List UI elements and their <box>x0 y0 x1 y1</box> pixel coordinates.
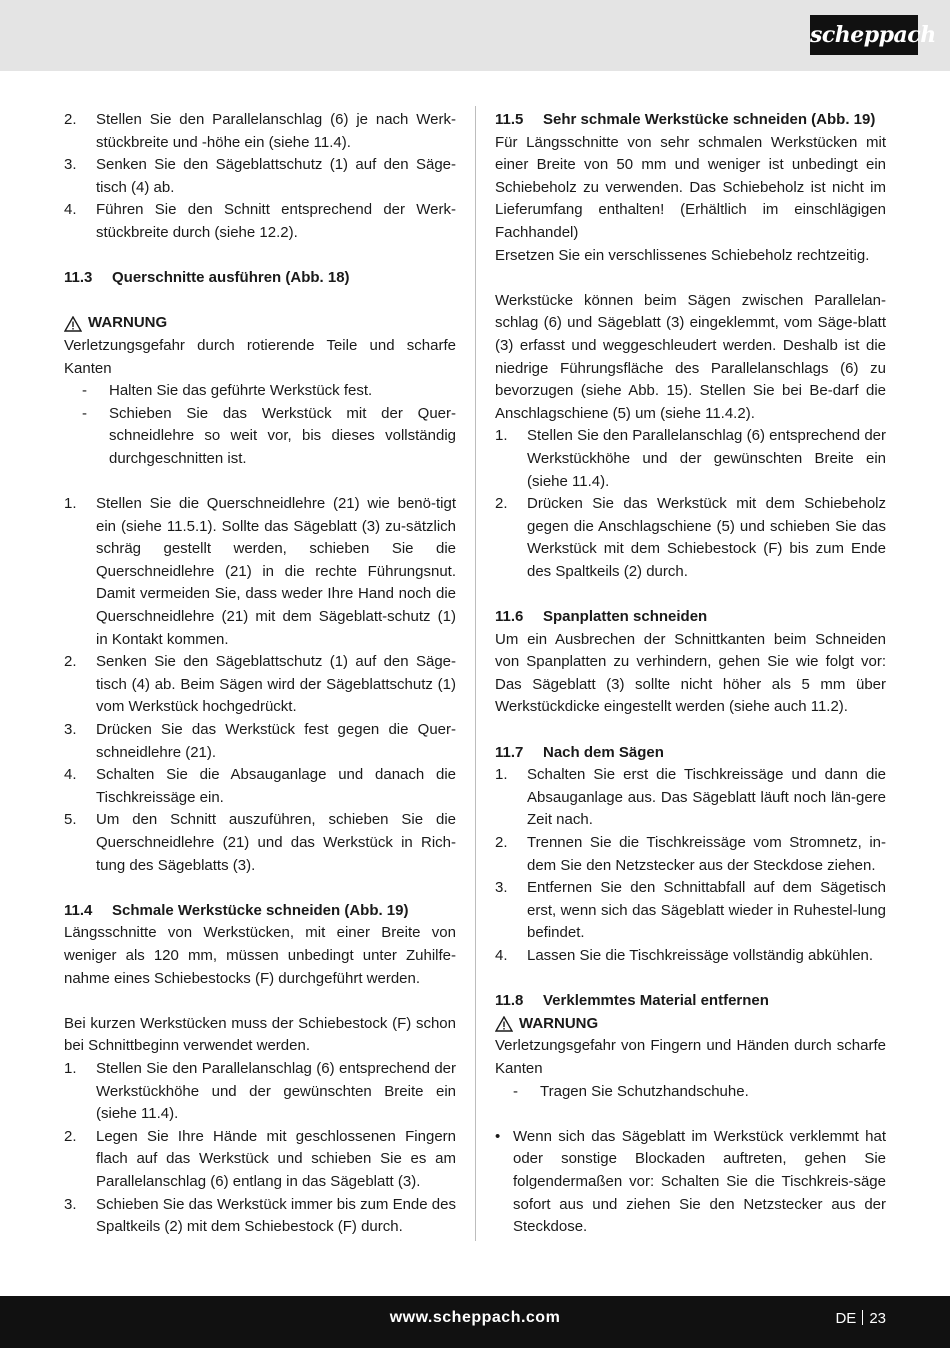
paragraph: Werkstücke können beim Sägen zwischen Parallelan-schlag (6) und Sägeblatt (3) eingeklemmt, vom Säge-blatt (3) erfasst und weggeschleudert werden. Deshalb ist die niedrige Führungsfläche des Parallelanschlags (6) zu bevorzugen (siehe Abb. 15). Stellen Sie bei Be-darf die Anschlagschiene (5) um (siehe 11.4.2). <box>495 291 886 422</box>
warning-icon <box>64 316 82 332</box>
right-column <box>495 109 886 1239</box>
paragraph: Um ein Ausbrechen der Schnittkanten beim Schneiden von Spanplatten zu verhindern, gehen Sie wie folgt vor: Das Sägeblatt (3) sollte nicht höher als 5 mm über Werkstückdicke eingestellt werden (siehe auch 11.2). <box>495 630 886 716</box>
brand-logo: scheppach <box>810 15 918 55</box>
warning-heading: WARNUNG <box>64 312 456 335</box>
list-item: 2. Trennen Sie die Tischkreissäge vom Stromnetz, in-dem Sie den Netzstecker aus der Steckdose ziehen. <box>495 834 886 874</box>
list-item: 4. Schalten Sie die Absauganlage und danach die Tischkreissäge ein. <box>64 766 456 806</box>
left-column <box>64 109 456 1239</box>
list-item: 1. Stellen Sie den Parallelanschlag (6) entsprechend der Werkstückhöhe und der gewünschten Breite ein (siehe 11.4). <box>495 427 886 490</box>
dash-item: - Halten Sie das geführte Werkstück fest. <box>82 382 373 400</box>
paragraph: Bei kurzen Werkstücken muss der Schiebestock (F) schon bei Schnittbeginn verwendet werden. <box>64 1014 456 1055</box>
section-heading-11-6: 11.6 Spanplatten schneiden <box>495 608 708 626</box>
header-band <box>0 0 950 71</box>
list-item: 3. Drücken Sie das Werkstück fest gegen die Quer-schneidlehre (21). <box>64 721 456 761</box>
list-item: 4. Führen Sie den Schnitt entsprechend der Werk-stückbreite durch (siehe 12.2). <box>64 201 456 241</box>
warning-text: Verletzungsgefahr von Fingern und Händen durch scharfe Kanten <box>495 1037 886 1077</box>
list-item: 1. Stellen Sie den Parallelanschlag (6) entsprechend der Werkstückhöhe und der gewünschten Breite ein (siehe 11.4). <box>64 1059 456 1123</box>
dash-item: - Tragen Sie Schutzhandschuhe. <box>513 1082 749 1100</box>
bullet-item: • Wenn sich das Sägeblatt im Werkstück verklemmt hat oder sonstige Blockaden auftreten, gehen Sie folgendermaßen vor: Schalten Sie die Tischkreis-säge sofort aus und ziehen Sie den Netzstecker aus der Steckdose. <box>495 1127 886 1236</box>
page-number: DE 23 <box>835 1310 886 1327</box>
list-item: 4. Lassen Sie die Tischkreissäge vollständig abkühlen. <box>495 946 874 964</box>
section-heading-11-3: 11.3 Querschnitte ausführen (Abb. 18) <box>64 269 350 287</box>
section-heading-11-7: 11.7 Nach dem Sägen <box>495 743 664 761</box>
footer-url[interactable]: www.scheppach.com <box>389 1309 561 1326</box>
footer <box>0 1296 950 1348</box>
list-item: 1. Schalten Sie erst die Tischkreissäge und dann die Absauganlage aus. Das Sägeblatt läuft noch län-gere Zeit nach. <box>495 766 886 829</box>
warning-text: Verletzungsgefahr durch rotierende Teile und scharfe Kanten <box>64 336 456 377</box>
list-item: 3. Senken Sie den Sägeblattschutz (1) auf den Säge-tisch (4) ab. <box>64 156 456 196</box>
list-item: 2. Legen Sie Ihre Hände mit geschlossenen Fingern flach auf das Werkstück und schieben Sie es am Parallelanschlag (6) entlang in das Sägeblatt (3). <box>64 1127 456 1190</box>
section-heading-11-8: 11.8 Verklemmtes Material entfernen <box>495 992 769 1010</box>
list-item: 3. Entfernen Sie den Schnittabfall auf dem Sägetisch erst, wenn sich das Sägeblatt wieder in Ruhestel-lung befindet. <box>495 879 886 942</box>
dash-item: - Schieben Sie das Werkstück mit der Quer-schneidlehre so weit vor, bis dieses vollständig durchgeschnitten ist. <box>82 404 456 467</box>
section-heading-11-5: 11.5 Sehr schmale Werkstücke schneiden (Abb. 19) <box>495 111 876 128</box>
warning-icon <box>495 1016 513 1032</box>
list-item: 1. Stellen Sie die Querschneidlehre (21) wie benö-tigt ein (siehe 11.5.1). Sollte das Sägeblatt (3) zu-sätzlich schräg gestellt werden, schieben Sie die Querschneidlehre (21) in die rechte Führungsnut. Damit vermeiden Sie, dass weder Ihre Hand noch die Querschneidlehre (21) mit dem Sägeblatt-schutz (1) in Kontakt kommen. <box>64 495 456 648</box>
paragraph: Ersetzen Sie ein verschlissenes Schiebeholz rechtzeitig. <box>495 246 870 264</box>
warning-heading: WARNUNG <box>495 1013 886 1036</box>
list-item: 5. Um den Schnitt auszuführen, schieben Sie die Querschneidlehre (21) und das Werkstück in Rich-tung des Sägeblatts (3). <box>64 811 456 874</box>
paragraph: Längsschnitte von Werkstücken, mit einer Breite von weniger als 120 mm, müssen unbedingt unter Zuhilfe-nahme eines Schiebestocks (F) durchgeführt werden. <box>64 924 456 987</box>
paragraph: Für Längsschnitte von sehr schmalen Werkstücken mit einer Breite von 50 mm und weniger ist unbedingt ein Schiebeholz zu verwenden. Das Schiebeholz ist nicht im Lieferumfang enthalten! (Erhältlich im einschlägigen Fachhandel) <box>495 133 886 241</box>
column-divider <box>475 106 476 1241</box>
list-item: 2. Stellen Sie den Parallelanschlag (6) je nach Werk-stückbreite und -höhe ein (siehe 11.4). <box>64 111 456 151</box>
list-item: 2. Senken Sie den Sägeblattschutz (1) auf den Säge-tisch (4) ab. Beim Sägen wird der Sägeblattschutz (1) vom Werkstück hochgedrückt. <box>64 653 456 716</box>
list-item: 3. Schieben Sie das Werkstück immer bis zum Ende des Spaltkeils (2) mit dem Schiebestock (F) durch. <box>64 1195 456 1236</box>
section-heading-11-4: 11.4 Schmale Werkstücke schneiden (Abb. 19) <box>64 901 409 919</box>
list-item: 2. Drücken Sie das Werkstück mit dem Schiebeholz gegen die Anschlagschiene (5) und schieben Sie das Werkstück mit dem Schiebestock (F) bis zum Ende des Spaltkeils (2) durch. <box>495 495 886 580</box>
